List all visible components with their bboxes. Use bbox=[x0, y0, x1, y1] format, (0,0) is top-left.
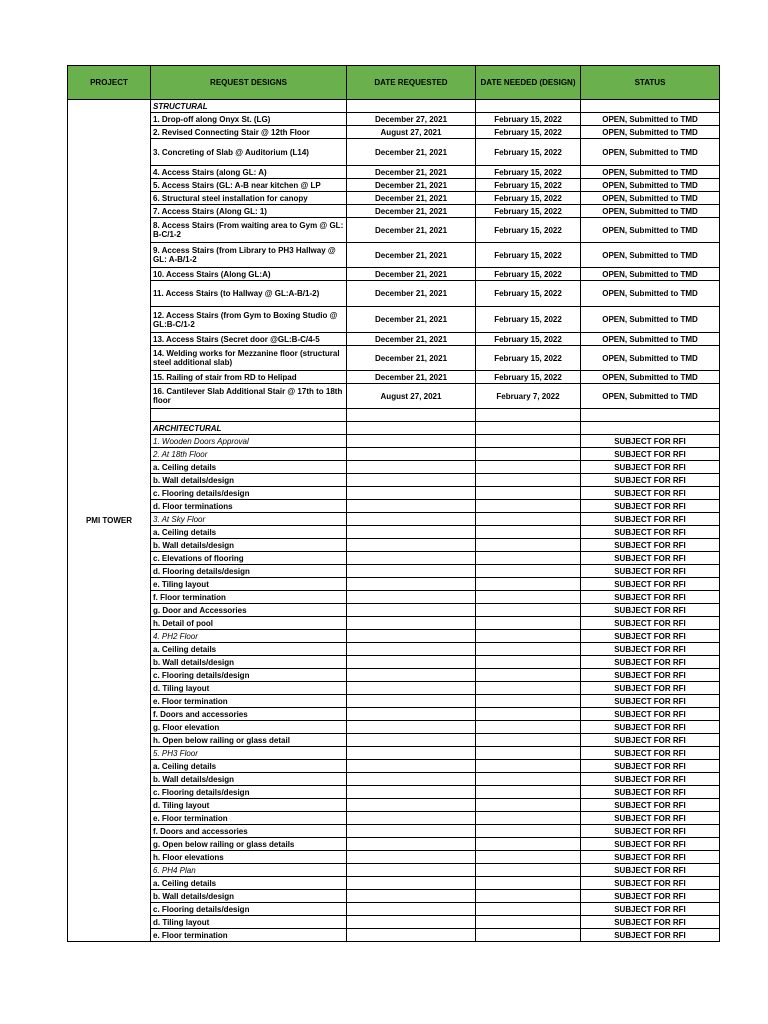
date-requested-cell bbox=[347, 422, 476, 435]
table-row bbox=[68, 422, 720, 435]
request-design-cell: a. Ceiling details bbox=[151, 461, 347, 474]
table-row bbox=[68, 435, 720, 448]
table-row bbox=[68, 604, 720, 617]
header-row bbox=[68, 66, 720, 100]
date-requested-cell bbox=[347, 591, 476, 604]
design-request-table bbox=[67, 65, 720, 942]
status-cell: SUBJECT FOR RFI bbox=[581, 604, 720, 617]
request-design-cell: 10. Access Stairs (Along GL:A) bbox=[151, 268, 347, 281]
date-requested-cell bbox=[347, 877, 476, 890]
date-requested-cell: August 27, 2021 bbox=[347, 126, 476, 139]
status-cell: SUBJECT FOR RFI bbox=[581, 552, 720, 565]
date-needed-cell bbox=[476, 578, 581, 591]
request-design-cell: 7. Access Stairs (Along GL: 1) bbox=[151, 205, 347, 218]
request-design-cell: 1. Drop-off along Onyx St. (LG) bbox=[151, 113, 347, 126]
date-requested-cell: December 21, 2021 bbox=[347, 243, 476, 268]
table-row bbox=[68, 409, 720, 422]
request-design-cell: 9. Access Stairs (from Library to PH3 Hallway @ GL: A-B/1-2 bbox=[151, 243, 347, 268]
status-cell: SUBJECT FOR RFI bbox=[581, 773, 720, 786]
date-needed-cell bbox=[476, 747, 581, 760]
header-date-needed: DATE NEEDED (DESIGN) bbox=[476, 66, 581, 100]
table-row bbox=[68, 100, 720, 113]
request-design-cell: g. Door and Accessories bbox=[151, 604, 347, 617]
status-cell: SUBJECT FOR RFI bbox=[581, 500, 720, 513]
header-project: PROJECT bbox=[68, 66, 151, 100]
table-row bbox=[68, 877, 720, 890]
date-needed-cell bbox=[476, 461, 581, 474]
date-needed-cell: February 15, 2022 bbox=[476, 218, 581, 243]
request-design-cell: c. Elevations of flooring bbox=[151, 552, 347, 565]
table-row bbox=[68, 734, 720, 747]
date-requested-cell bbox=[347, 721, 476, 734]
date-requested-cell bbox=[347, 851, 476, 864]
request-design-cell: e. Floor termination bbox=[151, 695, 347, 708]
date-needed-cell: February 15, 2022 bbox=[476, 179, 581, 192]
request-design-cell: h. Open below railing or glass detail bbox=[151, 734, 347, 747]
status-cell: SUBJECT FOR RFI bbox=[581, 513, 720, 526]
status-cell: SUBJECT FOR RFI bbox=[581, 682, 720, 695]
date-needed-cell bbox=[476, 100, 581, 113]
request-design-cell: d. Tiling layout bbox=[151, 799, 347, 812]
status-cell: SUBJECT FOR RFI bbox=[581, 799, 720, 812]
request-design-cell: e. Floor termination bbox=[151, 929, 347, 942]
request-design-cell: c. Flooring details/design bbox=[151, 669, 347, 682]
table-row bbox=[68, 126, 720, 139]
table-row bbox=[68, 643, 720, 656]
table-row bbox=[68, 113, 720, 126]
request-design-cell: 11. Access Stairs (to Hallway @ GL:A-B/1-2) bbox=[151, 281, 347, 307]
request-design-cell: d. Flooring details/design bbox=[151, 565, 347, 578]
status-cell: SUBJECT FOR RFI bbox=[581, 617, 720, 630]
request-design-cell: 16. Cantilever Slab Additional Stair @ 17th to 18th floor bbox=[151, 384, 347, 409]
status-cell: OPEN, Submitted to TMD bbox=[581, 384, 720, 409]
table-row bbox=[68, 268, 720, 281]
date-needed-cell bbox=[476, 591, 581, 604]
status-cell: SUBJECT FOR RFI bbox=[581, 435, 720, 448]
table-row bbox=[68, 591, 720, 604]
date-needed-cell bbox=[476, 565, 581, 578]
status-cell: OPEN, Submitted to TMD bbox=[581, 179, 720, 192]
date-requested-cell bbox=[347, 903, 476, 916]
date-requested-cell: December 21, 2021 bbox=[347, 307, 476, 333]
status-cell: OPEN, Submitted to TMD bbox=[581, 166, 720, 179]
date-needed-cell: February 15, 2022 bbox=[476, 333, 581, 346]
status-cell: SUBJECT FOR RFI bbox=[581, 838, 720, 851]
date-requested-cell bbox=[347, 513, 476, 526]
status-cell: SUBJECT FOR RFI bbox=[581, 734, 720, 747]
status-cell: OPEN, Submitted to TMD bbox=[581, 346, 720, 371]
table-row bbox=[68, 773, 720, 786]
date-needed-cell bbox=[476, 721, 581, 734]
table-row bbox=[68, 139, 720, 166]
status-cell: SUBJECT FOR RFI bbox=[581, 864, 720, 877]
status-cell: SUBJECT FOR RFI bbox=[581, 539, 720, 552]
status-cell: OPEN, Submitted to TMD bbox=[581, 371, 720, 384]
table-row bbox=[68, 461, 720, 474]
table-row bbox=[68, 346, 720, 371]
date-requested-cell bbox=[347, 708, 476, 721]
date-needed-cell: February 15, 2022 bbox=[476, 268, 581, 281]
date-needed-cell bbox=[476, 630, 581, 643]
status-cell: SUBJECT FOR RFI bbox=[581, 526, 720, 539]
date-requested-cell bbox=[347, 578, 476, 591]
table-row bbox=[68, 890, 720, 903]
date-needed-cell bbox=[476, 799, 581, 812]
date-needed-cell: February 15, 2022 bbox=[476, 307, 581, 333]
request-design-cell: f. Floor termination bbox=[151, 591, 347, 604]
status-cell: SUBJECT FOR RFI bbox=[581, 721, 720, 734]
request-design-cell: 14. Welding works for Mezzanine floor (structural steel additional slab) bbox=[151, 346, 347, 371]
date-needed-cell: February 15, 2022 bbox=[476, 243, 581, 268]
table-row bbox=[68, 851, 720, 864]
date-requested-cell bbox=[347, 890, 476, 903]
date-requested-cell: December 21, 2021 bbox=[347, 371, 476, 384]
header-request-designs: REQUEST DESIGNS bbox=[151, 66, 347, 100]
table-row bbox=[68, 864, 720, 877]
table-row bbox=[68, 760, 720, 773]
table-row bbox=[68, 669, 720, 682]
request-design-cell: 3. Concreting of Slab @ Auditorium (L14) bbox=[151, 139, 347, 166]
request-design-cell: d. Tiling layout bbox=[151, 916, 347, 929]
date-requested-cell bbox=[347, 682, 476, 695]
table-row bbox=[68, 747, 720, 760]
table-row bbox=[68, 656, 720, 669]
date-needed-cell: February 15, 2022 bbox=[476, 281, 581, 307]
request-design-cell: 1. Wooden Doors Approval bbox=[151, 435, 347, 448]
date-needed-cell bbox=[476, 552, 581, 565]
status-cell: OPEN, Submitted to TMD bbox=[581, 139, 720, 166]
status-cell: SUBJECT FOR RFI bbox=[581, 591, 720, 604]
request-design-cell: a. Ceiling details bbox=[151, 643, 347, 656]
date-needed-cell: February 7, 2022 bbox=[476, 384, 581, 409]
table-row bbox=[68, 179, 720, 192]
date-needed-cell: February 15, 2022 bbox=[476, 139, 581, 166]
date-needed-cell bbox=[476, 617, 581, 630]
table-row bbox=[68, 682, 720, 695]
table-row bbox=[68, 630, 720, 643]
status-cell: SUBJECT FOR RFI bbox=[581, 786, 720, 799]
date-needed-cell bbox=[476, 864, 581, 877]
date-requested-cell bbox=[347, 864, 476, 877]
request-design-cell: 5. Access Stairs (GL: A-B near kitchen @ LP bbox=[151, 179, 347, 192]
date-needed-cell bbox=[476, 669, 581, 682]
request-design-cell: 2. Revised Connecting Stair @ 12th Floor bbox=[151, 126, 347, 139]
request-design-cell: b. Wall details/design bbox=[151, 890, 347, 903]
status-cell: SUBJECT FOR RFI bbox=[581, 656, 720, 669]
request-design-cell: 13. Access Stairs (Secret door @GL:B-C/4-5 bbox=[151, 333, 347, 346]
status-cell: OPEN, Submitted to TMD bbox=[581, 268, 720, 281]
date-requested-cell bbox=[347, 656, 476, 669]
request-design-cell: 2. At 18th Floor bbox=[151, 448, 347, 461]
table-row bbox=[68, 487, 720, 500]
date-needed-cell bbox=[476, 539, 581, 552]
table-row bbox=[68, 281, 720, 307]
date-requested-cell: December 21, 2021 bbox=[347, 166, 476, 179]
date-needed-cell bbox=[476, 890, 581, 903]
date-requested-cell bbox=[347, 617, 476, 630]
date-requested-cell bbox=[347, 812, 476, 825]
date-requested-cell bbox=[347, 526, 476, 539]
date-needed-cell bbox=[476, 474, 581, 487]
date-requested-cell bbox=[347, 604, 476, 617]
date-requested-cell bbox=[347, 461, 476, 474]
table-row bbox=[68, 205, 720, 218]
date-needed-cell bbox=[476, 708, 581, 721]
request-design-cell: g. Floor elevation bbox=[151, 721, 347, 734]
request-design-cell: h. Detail of pool bbox=[151, 617, 347, 630]
status-cell: OPEN, Submitted to TMD bbox=[581, 307, 720, 333]
request-design-cell: b. Wall details/design bbox=[151, 656, 347, 669]
date-requested-cell bbox=[347, 409, 476, 422]
request-design-cell bbox=[151, 409, 347, 422]
status-cell: SUBJECT FOR RFI bbox=[581, 708, 720, 721]
date-needed-cell bbox=[476, 851, 581, 864]
table-row bbox=[68, 539, 720, 552]
date-needed-cell bbox=[476, 422, 581, 435]
date-requested-cell: December 21, 2021 bbox=[347, 192, 476, 205]
request-design-cell: f. Doors and accessories bbox=[151, 708, 347, 721]
status-cell bbox=[581, 422, 720, 435]
date-needed-cell bbox=[476, 643, 581, 656]
request-design-cell: c. Flooring details/design bbox=[151, 903, 347, 916]
date-needed-cell bbox=[476, 656, 581, 669]
date-needed-cell bbox=[476, 929, 581, 942]
table-row bbox=[68, 916, 720, 929]
status-cell: SUBJECT FOR RFI bbox=[581, 929, 720, 942]
status-cell: SUBJECT FOR RFI bbox=[581, 851, 720, 864]
date-requested-cell bbox=[347, 916, 476, 929]
request-design-cell: 4. Access Stairs (along GL: A) bbox=[151, 166, 347, 179]
request-design-cell: 6. PH4 Plan bbox=[151, 864, 347, 877]
status-cell: SUBJECT FOR RFI bbox=[581, 565, 720, 578]
table-row bbox=[68, 243, 720, 268]
date-needed-cell bbox=[476, 734, 581, 747]
table-row bbox=[68, 929, 720, 942]
table-row bbox=[68, 500, 720, 513]
request-design-cell: d. Floor terminations bbox=[151, 500, 347, 513]
date-requested-cell: December 21, 2021 bbox=[347, 268, 476, 281]
date-requested-cell bbox=[347, 929, 476, 942]
status-cell: SUBJECT FOR RFI bbox=[581, 669, 720, 682]
date-needed-cell bbox=[476, 409, 581, 422]
status-cell: SUBJECT FOR RFI bbox=[581, 487, 720, 500]
request-design-cell: 5. PH3 Floor bbox=[151, 747, 347, 760]
table-row bbox=[68, 474, 720, 487]
date-needed-cell bbox=[476, 760, 581, 773]
table-row bbox=[68, 708, 720, 721]
date-needed-cell bbox=[476, 786, 581, 799]
table-row bbox=[68, 192, 720, 205]
request-design-cell: STRUCTURAL bbox=[151, 100, 347, 113]
date-requested-cell bbox=[347, 669, 476, 682]
status-cell: SUBJECT FOR RFI bbox=[581, 903, 720, 916]
table-row bbox=[68, 812, 720, 825]
table-row bbox=[68, 838, 720, 851]
date-needed-cell bbox=[476, 513, 581, 526]
header-status: STATUS bbox=[581, 66, 720, 100]
date-requested-cell: December 21, 2021 bbox=[347, 218, 476, 243]
request-design-cell: b. Wall details/design bbox=[151, 474, 347, 487]
request-design-cell: a. Ceiling details bbox=[151, 526, 347, 539]
table-row bbox=[68, 786, 720, 799]
status-cell: SUBJECT FOR RFI bbox=[581, 630, 720, 643]
date-requested-cell bbox=[347, 695, 476, 708]
date-requested-cell bbox=[347, 747, 476, 760]
date-requested-cell: December 21, 2021 bbox=[347, 281, 476, 307]
status-cell: OPEN, Submitted to TMD bbox=[581, 126, 720, 139]
date-requested-cell bbox=[347, 630, 476, 643]
request-design-cell: ARCHITECTURAL bbox=[151, 422, 347, 435]
date-needed-cell: February 15, 2022 bbox=[476, 113, 581, 126]
date-requested-cell: December 21, 2021 bbox=[347, 333, 476, 346]
status-cell bbox=[581, 100, 720, 113]
status-cell: SUBJECT FOR RFI bbox=[581, 877, 720, 890]
date-requested-cell bbox=[347, 838, 476, 851]
header-date-requested: DATE REQUESTED bbox=[347, 66, 476, 100]
date-requested-cell bbox=[347, 786, 476, 799]
date-requested-cell bbox=[347, 643, 476, 656]
status-cell: SUBJECT FOR RFI bbox=[581, 760, 720, 773]
table-row bbox=[68, 617, 720, 630]
request-design-cell: g. Open below railing or glass details bbox=[151, 838, 347, 851]
date-requested-cell bbox=[347, 565, 476, 578]
request-design-cell: 4. PH2 Floor bbox=[151, 630, 347, 643]
request-design-cell: c. Flooring details/design bbox=[151, 487, 347, 500]
request-design-cell: 3. At Sky Floor bbox=[151, 513, 347, 526]
date-requested-cell: December 21, 2021 bbox=[347, 205, 476, 218]
status-cell: SUBJECT FOR RFI bbox=[581, 812, 720, 825]
request-design-cell: d. Tiling layout bbox=[151, 682, 347, 695]
table-row bbox=[68, 526, 720, 539]
project-name: PMI TOWER bbox=[68, 100, 151, 942]
status-cell bbox=[581, 409, 720, 422]
date-requested-cell bbox=[347, 552, 476, 565]
date-requested-cell: December 21, 2021 bbox=[347, 346, 476, 371]
date-requested-cell: August 27, 2021 bbox=[347, 384, 476, 409]
date-needed-cell: February 15, 2022 bbox=[476, 126, 581, 139]
table-row bbox=[68, 565, 720, 578]
date-needed-cell: February 15, 2022 bbox=[476, 166, 581, 179]
date-needed-cell bbox=[476, 487, 581, 500]
date-requested-cell bbox=[347, 474, 476, 487]
status-cell: SUBJECT FOR RFI bbox=[581, 695, 720, 708]
request-design-cell: a. Ceiling details bbox=[151, 760, 347, 773]
request-design-cell: 12. Access Stairs (from Gym to Boxing Studio @ GL:B-C/1-2 bbox=[151, 307, 347, 333]
date-needed-cell: February 15, 2022 bbox=[476, 371, 581, 384]
request-design-cell: e. Tiling layout bbox=[151, 578, 347, 591]
status-cell: OPEN, Submitted to TMD bbox=[581, 218, 720, 243]
status-cell: OPEN, Submitted to TMD bbox=[581, 113, 720, 126]
table-row bbox=[68, 578, 720, 591]
status-cell: SUBJECT FOR RFI bbox=[581, 448, 720, 461]
status-cell: OPEN, Submitted to TMD bbox=[581, 205, 720, 218]
table-row bbox=[68, 721, 720, 734]
date-requested-cell bbox=[347, 448, 476, 461]
table-row bbox=[68, 166, 720, 179]
date-needed-cell bbox=[476, 877, 581, 890]
request-design-cell: e. Floor termination bbox=[151, 812, 347, 825]
date-requested-cell: December 27, 2021 bbox=[347, 113, 476, 126]
status-cell: SUBJECT FOR RFI bbox=[581, 747, 720, 760]
request-design-cell: b. Wall details/design bbox=[151, 773, 347, 786]
date-needed-cell bbox=[476, 435, 581, 448]
status-cell: OPEN, Submitted to TMD bbox=[581, 333, 720, 346]
request-design-cell: b. Wall details/design bbox=[151, 539, 347, 552]
table-row bbox=[68, 903, 720, 916]
date-requested-cell bbox=[347, 825, 476, 838]
date-needed-cell bbox=[476, 604, 581, 617]
date-requested-cell bbox=[347, 435, 476, 448]
date-requested-cell: December 21, 2021 bbox=[347, 139, 476, 166]
date-requested-cell bbox=[347, 773, 476, 786]
status-cell: OPEN, Submitted to TMD bbox=[581, 243, 720, 268]
status-cell: SUBJECT FOR RFI bbox=[581, 916, 720, 929]
table-row bbox=[68, 371, 720, 384]
request-design-cell: 6. Structural steel installation for canopy bbox=[151, 192, 347, 205]
date-requested-cell bbox=[347, 539, 476, 552]
date-needed-cell bbox=[476, 825, 581, 838]
date-requested-cell bbox=[347, 500, 476, 513]
date-requested-cell bbox=[347, 487, 476, 500]
request-design-cell: 8. Access Stairs (From waiting area to Gym @ GL: B-C/1-2 bbox=[151, 218, 347, 243]
date-needed-cell: February 15, 2022 bbox=[476, 205, 581, 218]
date-requested-cell bbox=[347, 799, 476, 812]
date-needed-cell bbox=[476, 903, 581, 916]
status-cell: SUBJECT FOR RFI bbox=[581, 461, 720, 474]
date-needed-cell: February 15, 2022 bbox=[476, 192, 581, 205]
date-needed-cell bbox=[476, 812, 581, 825]
status-cell: SUBJECT FOR RFI bbox=[581, 578, 720, 591]
table-row bbox=[68, 552, 720, 565]
date-needed-cell: February 15, 2022 bbox=[476, 346, 581, 371]
status-cell: OPEN, Submitted to TMD bbox=[581, 192, 720, 205]
date-needed-cell bbox=[476, 526, 581, 539]
date-needed-cell bbox=[476, 838, 581, 851]
date-needed-cell bbox=[476, 916, 581, 929]
table-row bbox=[68, 384, 720, 409]
request-design-cell: f. Doors and accessories bbox=[151, 825, 347, 838]
table-row bbox=[68, 218, 720, 243]
date-needed-cell bbox=[476, 500, 581, 513]
table-row bbox=[68, 307, 720, 333]
table-row bbox=[68, 513, 720, 526]
table-row bbox=[68, 333, 720, 346]
request-design-cell: a. Ceiling details bbox=[151, 877, 347, 890]
date-needed-cell bbox=[476, 448, 581, 461]
status-cell: OPEN, Submitted to TMD bbox=[581, 281, 720, 307]
table-row bbox=[68, 799, 720, 812]
status-cell: SUBJECT FOR RFI bbox=[581, 643, 720, 656]
date-needed-cell bbox=[476, 773, 581, 786]
date-requested-cell bbox=[347, 760, 476, 773]
request-design-cell: h. Floor elevations bbox=[151, 851, 347, 864]
status-cell: SUBJECT FOR RFI bbox=[581, 474, 720, 487]
request-design-cell: c. Flooring details/design bbox=[151, 786, 347, 799]
date-needed-cell bbox=[476, 682, 581, 695]
date-requested-cell bbox=[347, 734, 476, 747]
date-requested-cell bbox=[347, 100, 476, 113]
table-row bbox=[68, 448, 720, 461]
request-design-cell: 15. Railing of stair from RD to Helipad bbox=[151, 371, 347, 384]
status-cell: SUBJECT FOR RFI bbox=[581, 890, 720, 903]
table-row bbox=[68, 825, 720, 838]
status-cell: SUBJECT FOR RFI bbox=[581, 825, 720, 838]
date-needed-cell bbox=[476, 695, 581, 708]
date-requested-cell: December 21, 2021 bbox=[347, 179, 476, 192]
table-row bbox=[68, 695, 720, 708]
